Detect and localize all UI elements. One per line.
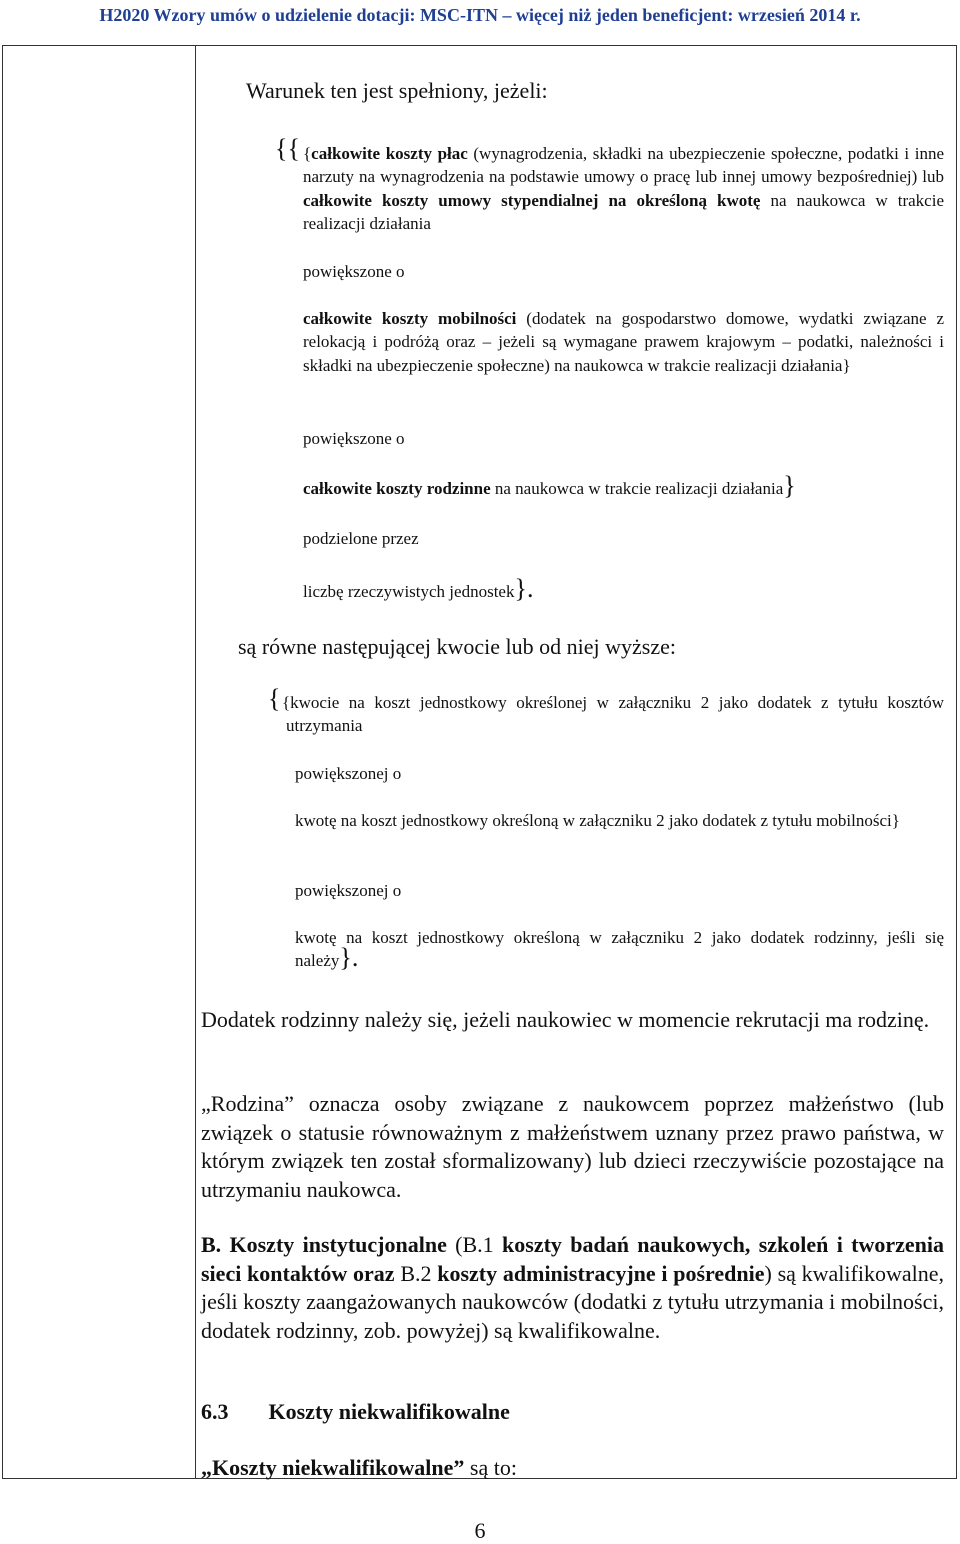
table-column-divider [195, 46, 196, 1478]
formula-1-plus-2: powiększone o [303, 429, 405, 448]
formula-2-plus-2: powiększonej o [295, 881, 402, 900]
formula-2-plus-1: powiększonej o [295, 764, 402, 783]
formula-1-open-brace: {{ [275, 134, 300, 163]
formula-1-salary-costs: {całkowite koszty płac (wynagrodzenia, składki na ubezpieczenie społeczne, podatki i inne narzuty na wynagrodzenia na podstawie umowy o pracę lub innej umowy bezpośredniej) lub całkowite koszty umowy stypendialnej na określoną kwotę na naukowca w trakcie realizacji działania [303, 144, 944, 233]
formula-1-plus-1: powiększone o [303, 262, 405, 281]
section-heading: 6.3 Koszty niekwalifikowalne [201, 1399, 510, 1424]
page-header: H2020 Wzory umów o udzielenie dotacji: MSC-ITN – więcej niż jeden beneficjent: wrzesień 2014 r. [99, 5, 861, 25]
equal-line: są równe następującej kwocie lub od niej wyższe: [238, 634, 677, 659]
formula-2-family-allowance: kwotę na koszt jednostkowy określoną w załączniku 2 jako dodatek rodzinny, jeśli się należy}. [295, 928, 944, 973]
formula-2-living-allowance: {kwocie na koszt jednostkowy określonej w załączniku 2 jako dodatek z tytułu kosztów utrzymania [282, 693, 944, 736]
family-allowance-paragraph: Dodatek rodzinny należy się, jeżeli naukowiec w momencie rekrutacji ma rodzinę. [201, 1007, 930, 1032]
institutional-costs-paragraph: B. Koszty instytucjonalne (B.1 koszty badań naukowych, szkoleń i tworzenia sieci kontaktów oraz B.2 koszty administracyjne i pośrednie) są kwalifikowalne, jeśli koszty zaangażowanych naukowców (dodatki z tytułu utrzymania i mobilności, dodatek rodzinny, zob. powyżej) są kwalifikowalne. [201, 1232, 944, 1344]
formula-1-divided: podzielone przez [303, 529, 419, 548]
condition-intro: Warunek ten jest spełniony, jeżeli: [246, 78, 548, 103]
formula-2-mobility-allowance: kwotę na koszt jednostkowy określoną w załączniku 2 jako dodatek z tytułu mobilności} [295, 811, 900, 830]
ineligible-costs-intro: „Koszty niekwalifikowalne” są to: [201, 1455, 517, 1480]
formula-1-mobility-costs: całkowite koszty mobilności (dodatek na gospodarstwo domowe, wydatki związane z relokacją i podróżą oraz – jeżeli są wymagane prawem krajowym – podatki, należności i składki na ubezpieczenie społeczne) na naukowca w trakcie realizacji działania} [303, 309, 944, 375]
formula-1-units: liczbę rzeczywistych jednostek}. [303, 574, 534, 603]
formula-2-open-brace: { [268, 684, 281, 713]
formula-1-family-costs: całkowite koszty rodzinne na naukowca w trakcie realizacji działania} [303, 471, 796, 500]
page-number: 6 [474, 1518, 486, 1543]
family-definition-paragraph: „Rodzina” oznacza osoby związane z naukowcem poprzez małżeństwo (lub związek o statusie równoważnym z małżeństwem uznany przez prawo państwa, w którym związek ten został sformalizowany) lub dzieci rzeczywiście pozostające na utrzymaniu naukowca. [201, 1091, 944, 1203]
